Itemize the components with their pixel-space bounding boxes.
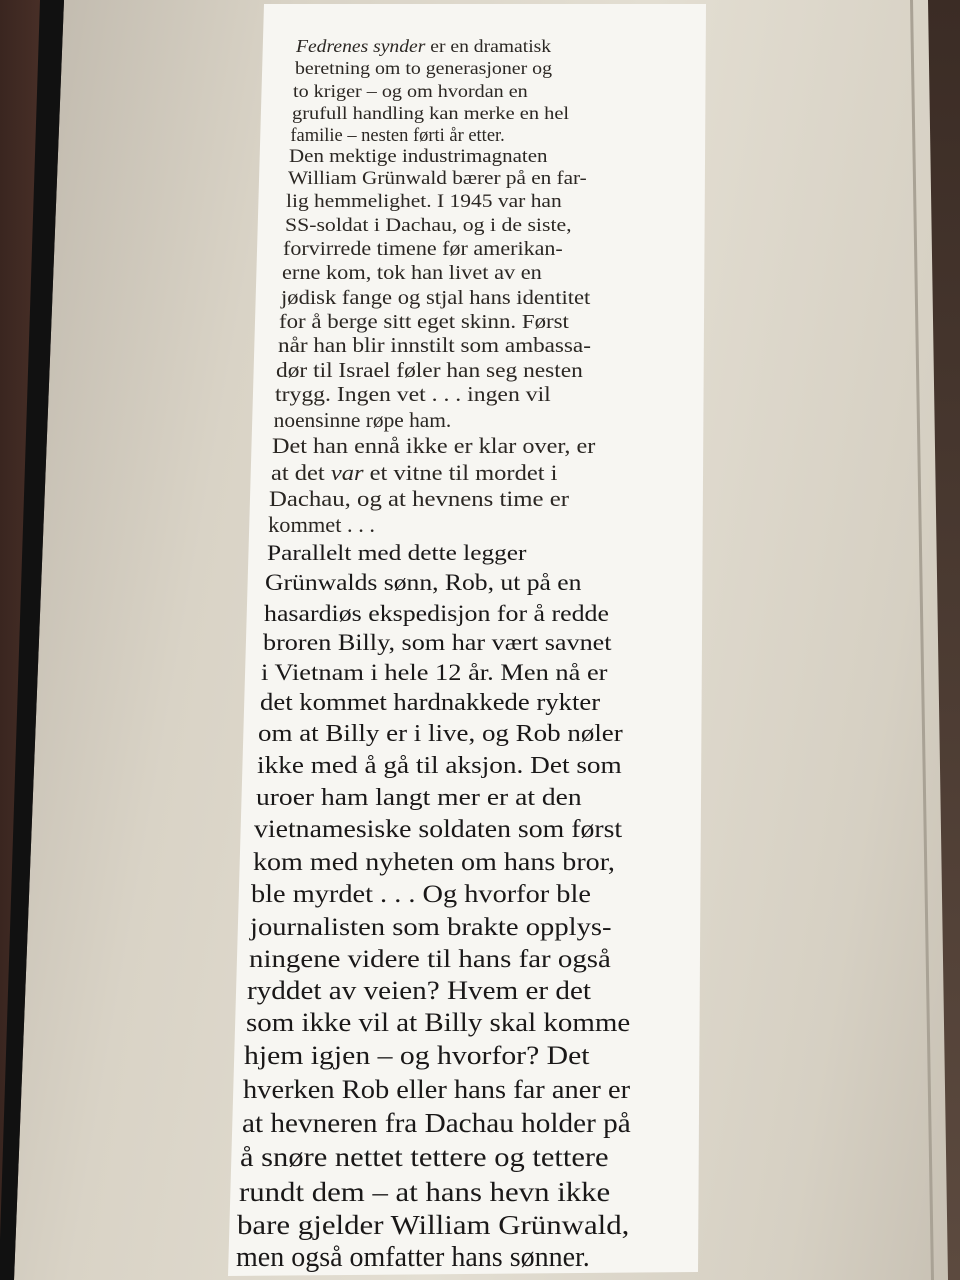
- blurb-line: SS-soldat i Dachau, og i de siste,: [284, 215, 572, 236]
- blurb-line: som ikke vil at Billy skal komme: [245, 1008, 630, 1037]
- blurb-line: å snøre nettet tettere og tettere: [240, 1142, 609, 1172]
- emphasis-italic: var: [330, 460, 364, 485]
- blurb-line: at hevneren fra Dachau holder på: [241, 1108, 631, 1138]
- blurb-line: det kommet hardnakkede rykter: [259, 690, 600, 716]
- book-title-italic: Fedrenes synder: [296, 36, 426, 56]
- blurb-line: om at Billy er i live, og Rob nøler: [258, 721, 624, 747]
- blurb-line: ryddet av veien? Hvem er det: [247, 976, 592, 1005]
- blurb-line: Fedrenes synder er en dramatisk: [296, 36, 552, 56]
- blurb-line: i Vietnam i hele 12 år. Men nå er: [261, 660, 608, 686]
- blurb-line: for å berge sitt eget skinn. Først: [279, 311, 570, 333]
- blurb-line: uroer ham langt mer er at den: [255, 784, 582, 811]
- blurb-line: grufull handling kan merke en hel: [291, 103, 569, 123]
- blurb-line: at det var et vitne til mordet i: [270, 460, 558, 485]
- blurb-line: vietnamesiske soldaten som først: [254, 816, 623, 843]
- blurb-line: to kriger – og om hvordan en: [293, 81, 528, 101]
- blurb-line: hverken Rob eller hans far aner er: [242, 1074, 631, 1104]
- blurb-line: broren Billy, som har vært savnet: [262, 630, 612, 656]
- blurb-line: rundt dem – at hans hevn ikke: [238, 1176, 611, 1207]
- blurb-line: trygg. Ingen vet . . . ingen vil: [275, 382, 551, 406]
- blurb-line: kom med nyheten om hans bror,: [252, 849, 615, 876]
- blurb-line: Det han ennå ikke er klar over, er: [272, 434, 596, 458]
- blurb-line: lig hemmelighet. I 1945 var han: [286, 191, 562, 212]
- blurb-line: familie – nesten førti år etter.: [290, 125, 505, 145]
- blurb-line: William Grünwald bærer på en far-: [287, 168, 587, 189]
- blurb-line: Den mektige industrimagnaten: [289, 146, 548, 167]
- blurb-line: Parallelt med dette legger: [266, 540, 527, 565]
- blurb-line: dør til Israel føler han seg nesten: [276, 358, 584, 382]
- blurb-line: ikke med å gå til aksjon. Det som: [256, 752, 622, 779]
- blurb-line: men også omfatter hans sønner.: [236, 1242, 590, 1273]
- blurb-line: Grünwalds sønn, Rob, ut på en: [265, 570, 582, 595]
- blurb-line: ningene videre til hans far også: [248, 944, 611, 973]
- blurb-line: kommet . . .: [268, 512, 375, 537]
- blurb-line: bare gjelder William Grünwald,: [237, 1210, 630, 1241]
- blurb-line: journalisten som brakte opplys-: [249, 912, 612, 941]
- blurb-line: ble myrdet . . . Og hvorfor ble: [251, 880, 592, 908]
- blurb-line: hjem igjen – og hvorfor? Det: [244, 1040, 590, 1070]
- blurb-line: erne kom, tok han livet av en: [282, 262, 542, 284]
- blurb-line: forvirrede timene før amerikan-: [283, 238, 564, 260]
- blurb-line: beretning om to generasjoner og: [294, 58, 552, 78]
- blurb-line: Dachau, og at hevnens time er: [269, 486, 570, 511]
- blurb-line: jødisk fange og stjal hans identitet: [280, 287, 590, 309]
- blurb-line: hasardiøs ekspedisjon for å redde: [263, 600, 609, 626]
- blurb-line: når han blir innstilt som ambassa-: [277, 335, 591, 357]
- blurb-line: noensinne røpe ham.: [273, 408, 452, 432]
